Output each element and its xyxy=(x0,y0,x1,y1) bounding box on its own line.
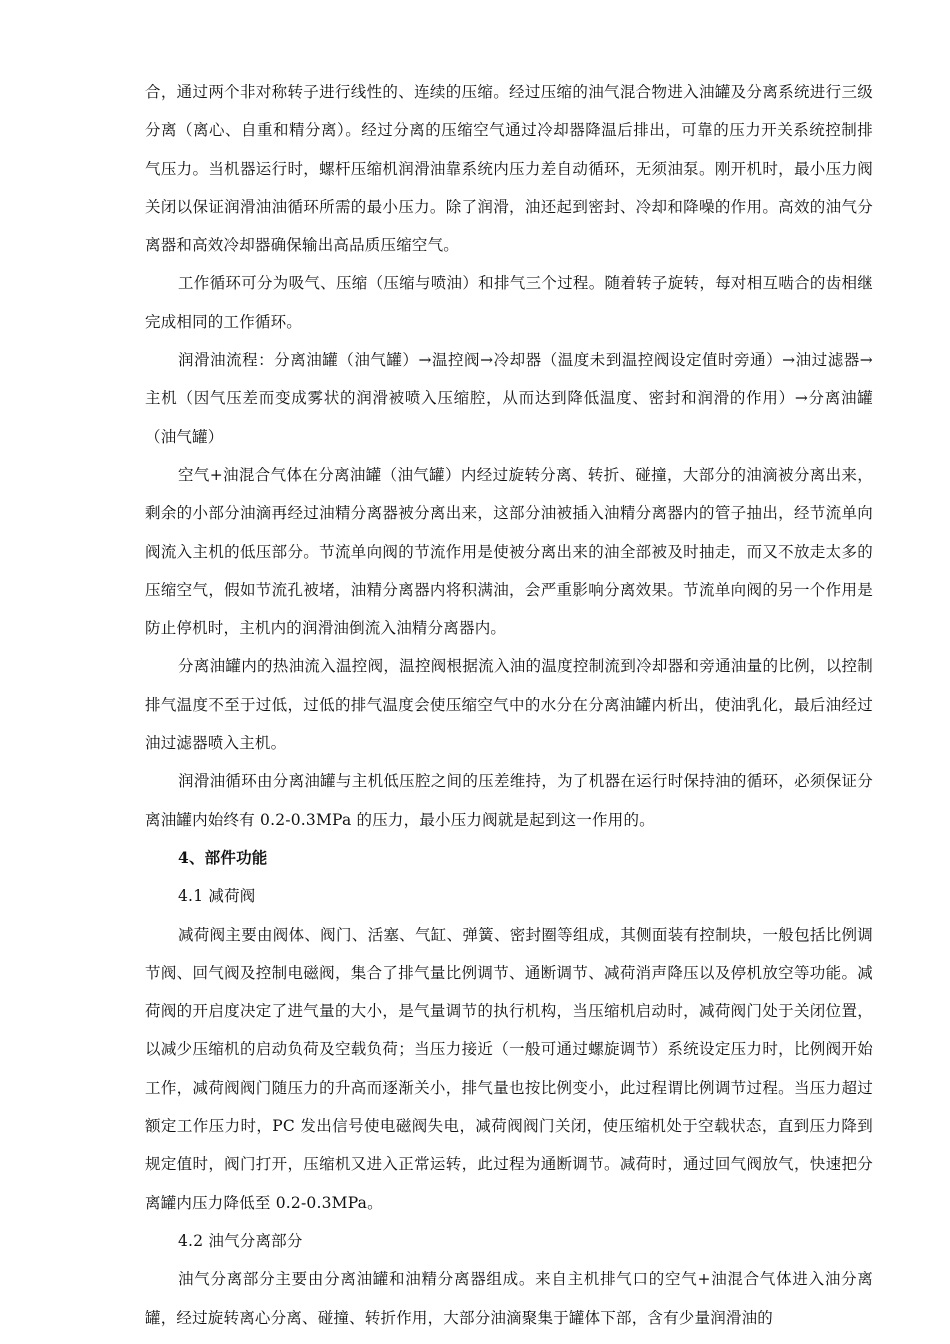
paragraph-thermostatic-valve: 分离油罐内的热油流入温控阀，温控阀根据流入油的温度控制流到冷却器和旁通油量的比例，以控制排气温度不至于过低，过低的排气温度会使压缩空气中的水分在分离油罐内析出，使油乳化，最后油经过油过滤器喷入主机。 xyxy=(145,657,873,753)
subsection-title-unloader-valve: 4.1 减荷阀 xyxy=(178,887,256,906)
paragraph-oil-gas-separation: 油气分离部分主要由分离油罐和油精分离器组成。来自主机排气口的空气+油混合气体进入油分离罐，经过旋转离心分离、碰撞、转折作用，大部分油滴聚集于罐体下部，含有少量润滑油的 xyxy=(145,1270,873,1327)
paragraph-working-cycle: 工作循环可分为吸气、压缩（压缩与喷油）和排气三个过程。随着转子旋转，每对相互啮合的齿相继完成相同的工作循环。 xyxy=(145,274,873,331)
paragraph-unloader-valve: 减荷阀主要由阀体、阀门、活塞、气缸、弹簧、密封圈等组成，其侧面装有控制块，一般包括比例调节阀、回气阀及控制电磁阀，集合了排气量比例调节、通断调节、减荷消声降压以及停机放空等功能。减荷阀的开启度决定了进气量的大小，是气量调节的执行机构，当压缩机启动时，减荷阀门处于关闭位置，以减少压缩机的启动负荷及空载负荷；当压力接近（一般可通过螺旋调节）系统设定压力时，比例阀开始工作，减荷阀阀门随压力的升高而逐渐关小，排气量也按比例变小，此过程谓比例调节过程。当压力超过额定工作压力时，PC 发出信号使电磁阀失电，减荷阀阀门关闭，使压缩机处于空载状态，直到压力降到规定值时，阀门打开，压缩机又进入正常运转，此过程为通断调节。减荷时，通过回气阀放气，快速把分离罐内压力降低至 0.2-0.3MPa。 xyxy=(145,925,873,1212)
section-heading-component-functions: 4、部件功能 xyxy=(178,847,268,867)
paragraph-lube-oil-flow: 润滑油流程：分离油罐（油气罐）→温控阀→冷却器（温度未到温控阀设定值时旁通）→油过滤器→主机（因气压差而变成雾状的润滑被喷入压缩腔，从而达到降低温度、密封和润滑的作用）→分离油罐（油气罐） xyxy=(145,351,873,446)
paragraph-compression-continued: 合，通过两个非对称转子进行线性的、连续的压缩。经过压缩的油气混合物进入油罐及分离系统进行三级分离（离心、自重和精分离）。经过分离的压缩空气通过冷却器降温后排出，可靠的压力开关系统控制排气压力。当机器运行时，螺杆压缩机润滑油靠系统内压力差自动循环，无须油泵。刚开机时，最小压力阀关闭以保证润滑油油循环所需的最小压力。除了润滑，油还起到密封、冷却和降噪的作用。高效的油气分离器和高效冷却器确保输出高品质压缩空气。 xyxy=(145,83,873,255)
paragraph-oil-separation: 空气+油混合气体在分离油罐（油气罐）内经过旋转分离、转折、碰撞，大部分的油滴被分离出来，剩余的小部分油滴再经过油精分离器被分离出来，这部分油被插入油精分离器内的管子抽出，经节流单向阀流入主机的低压部分。节流单向阀的节流作用是使被分离出来的油全部被及时抽走，而又不放走太多的压缩空气，假如节流孔被堵，油精分离器内将积满油，会严重影响分离效果。节流单向阀的另一个作用是防止停机时，主机内的润滑油倒流入油精分离器内。 xyxy=(145,465,873,638)
subsection-title-oil-gas-separation: 4.2 油气分离部分 xyxy=(178,1231,303,1250)
document-body xyxy=(145,73,873,1337)
paragraph-oil-circulation: 润滑油循环由分离油罐与主机低压腔之间的压差维持，为了机器在运行时保持油的循环，必须保证分离油罐内始终有 0.2-0.3MPa 的压力，最小压力阀就是起到这一作用的。 xyxy=(145,772,873,829)
